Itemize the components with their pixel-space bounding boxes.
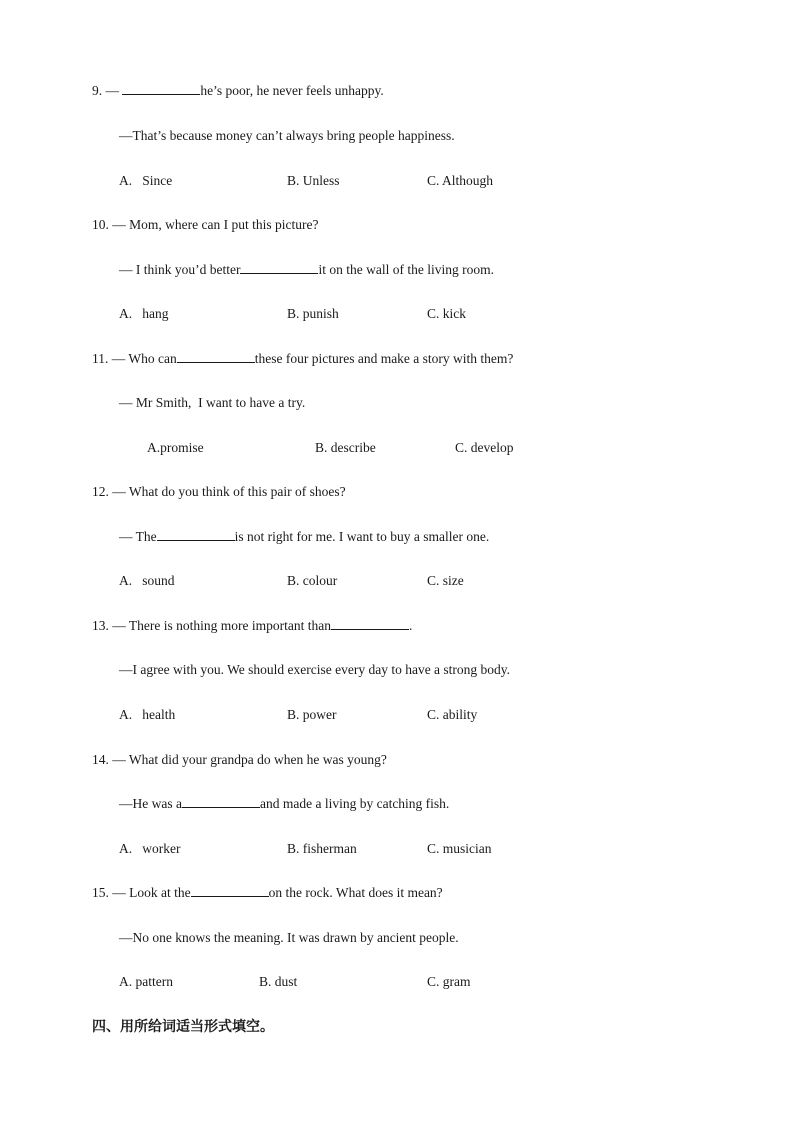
answer-line: — I think you’d better it on the wall of the living room. — [119, 262, 494, 277]
question-11: 11. — Who can these four pictures and make a story with them? — [92, 351, 514, 366]
answer-line: —No one knows the meaning. It was drawn by ancient people. — [119, 930, 459, 945]
question-13: 13. — There is nothing more important than . — [92, 618, 413, 633]
answer-blank[interactable] — [240, 261, 318, 274]
option-b[interactable]: B. describe — [315, 440, 376, 455]
answer-blank[interactable] — [331, 617, 409, 630]
option-a[interactable]: A. health — [119, 707, 176, 722]
option-b[interactable]: B. fisherman — [287, 841, 357, 856]
answer-blank[interactable] — [182, 795, 260, 808]
answer-line: —He was a and made a living by catching fish. — [119, 796, 450, 811]
answer-blank[interactable] — [157, 528, 235, 541]
option-a[interactable]: A.promise — [147, 440, 204, 455]
option-b[interactable]: B. colour — [287, 573, 338, 588]
option-a[interactable]: A. sound — [119, 573, 175, 588]
option-c[interactable]: C. musician — [427, 841, 492, 856]
question-12: 12. — What do you think of this pair of shoes? — [92, 484, 346, 499]
option-b[interactable]: B. Unless — [287, 173, 340, 188]
question-15: 15. — Look at the on the rock. What does it mean? — [92, 885, 443, 900]
option-a[interactable]: A. worker — [119, 841, 181, 856]
section-heading: 四、用所给词适当形式填空。 — [92, 1019, 274, 1035]
option-a[interactable]: A. Since — [119, 173, 173, 188]
answer-blank[interactable] — [191, 884, 269, 897]
option-a[interactable]: A. hang — [119, 306, 169, 321]
answer-blank[interactable] — [177, 350, 255, 363]
option-b[interactable]: B. power — [287, 707, 337, 722]
question-9: 9. — he’s poor, he never feels unhappy. — [92, 83, 384, 98]
option-a[interactable]: A. pattern — [119, 974, 173, 989]
answer-blank[interactable] — [122, 82, 200, 95]
answer-line: — The is not right for me. I want to buy a smaller one. — [119, 529, 490, 544]
question-14: 14. — What did your grandpa do when he was young? — [92, 752, 387, 767]
option-c[interactable]: C. gram — [427, 974, 471, 989]
option-c[interactable]: C. develop — [455, 440, 514, 455]
option-c[interactable]: C. Although — [427, 173, 494, 188]
question-10: 10. — Mom, where can I put this picture? — [92, 217, 319, 232]
option-b[interactable]: B. dust — [259, 974, 298, 989]
answer-line: —That’s because money can’t always bring people happiness. — [119, 128, 455, 143]
answer-line: —I agree with you. We should exercise every day to have a strong body. — [119, 662, 511, 677]
option-b[interactable]: B. punish — [287, 306, 339, 321]
option-c[interactable]: C. size — [427, 573, 464, 588]
answer-line: — Mr Smith, I want to have a try. — [119, 395, 306, 410]
option-c[interactable]: C. ability — [427, 707, 478, 722]
option-c[interactable]: C. kick — [427, 306, 467, 321]
